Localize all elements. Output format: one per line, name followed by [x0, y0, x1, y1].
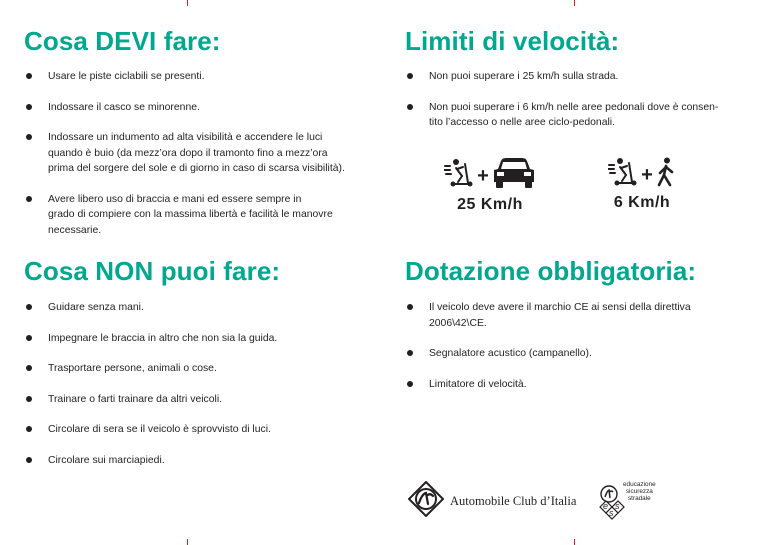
crop-mark: [187, 539, 188, 545]
speed-road-label: 25 Km/h: [457, 196, 523, 213]
aci-logo-icon: [408, 481, 444, 522]
list-item: Avere libero uso di braccia e mani ed essere sempre in grado di compiere con la massima libertà e facilità le manovre necessarie.: [24, 192, 360, 239]
list-item: Usare le piste ciclabili se presenti.: [24, 69, 360, 85]
aci-name: Automobile Club d’Italia: [450, 494, 577, 508]
aci-logo: [408, 481, 576, 522]
limiti-title: Limiti di velocità:: [405, 26, 620, 56]
list-item: Il veicolo deve avere il marchio CE ai sensi della direttiva 2006\42\CE.: [405, 300, 743, 331]
list-item: Segnalatore acustico (campanello).: [405, 346, 743, 362]
list-item: Indossare un indumento ad alta visibilità e accendere le luci quando è buio (da mezz’ora dopo il tramonto fino a mezz’ora prima del sorgere del sole e di giorno in caso di scarsa visibilità).: [24, 130, 360, 177]
non-list: [24, 300, 360, 468]
dotazione-list: [405, 300, 743, 392]
ess-letter: s: [615, 501, 620, 511]
ess-text: educazione sicurezza stradale: [623, 481, 656, 502]
devi-title: Cosa DEVI fare:: [24, 26, 221, 56]
list-item: Indossare il casco se minorenne.: [24, 100, 360, 116]
plus-sign: +: [641, 163, 653, 186]
list-item: Circolare di sera se il veicolo è sprovvisto di luci.: [24, 422, 360, 438]
ess-logo: [596, 481, 668, 521]
crop-mark: [187, 0, 188, 6]
devi-list: [24, 69, 360, 238]
list-item: Non puoi superare i 6 km/h nelle aree pedonali dove è consen- tito l’accesso o nelle aree ciclo-pedonali.: [405, 100, 743, 131]
speed-pedestrian-group: [597, 157, 687, 212]
ess-letter: e: [603, 501, 609, 511]
speed-road-group: [435, 157, 545, 214]
plus-sign: +: [477, 164, 489, 187]
list-item: Guidare senza mani.: [24, 300, 360, 316]
speed-pedestrian-label: 6 Km/h: [613, 194, 671, 211]
list-item: Trainare o farti trainare da altri veicoli.: [24, 392, 360, 408]
scooter-rider-icon: [608, 157, 638, 192]
limiti-list: [405, 69, 743, 131]
pedestrian-icon: [656, 157, 676, 192]
list-item: Circolare sui marciapiedi.: [24, 453, 360, 469]
ess-letter: s: [609, 508, 614, 518]
crop-mark: [574, 539, 575, 545]
list-item: Non puoi superare i 25 km/h sulla strada.: [405, 69, 743, 85]
crop-mark: [574, 0, 575, 6]
scooter-rider-icon: [444, 158, 474, 193]
list-item: Impegnare le braccia in altro che non sia la guida.: [24, 331, 360, 347]
non-title: Cosa NON puoi fare:: [24, 256, 281, 286]
list-item: Trasportare persone, animali o cose.: [24, 361, 360, 377]
dotazione-title: Dotazione obbligatoria:: [405, 256, 697, 286]
car-icon: [492, 157, 536, 194]
list-item: Limitatore di velocità.: [405, 377, 743, 393]
